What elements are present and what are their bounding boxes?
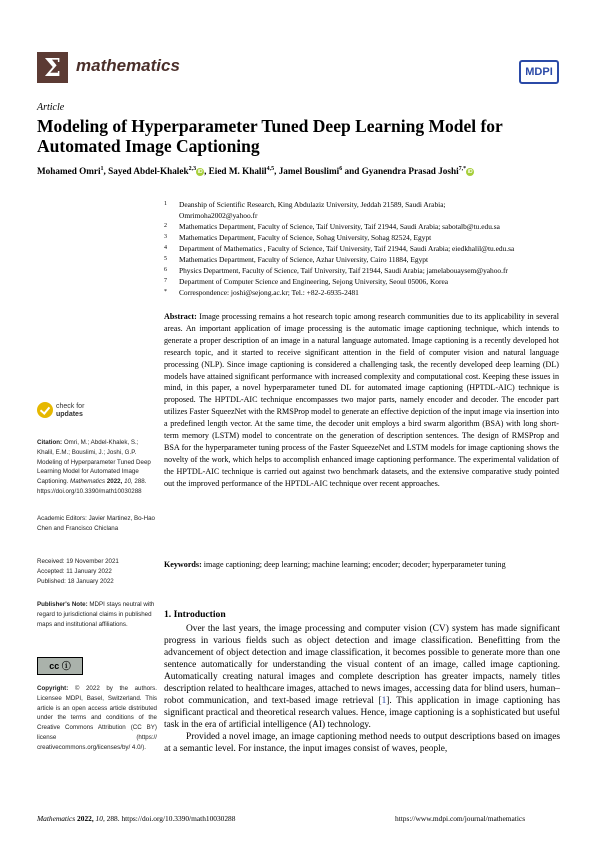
- copyright-text: © 2022 by the authors. Licensee MDPI, Basel, Switzerland. This article is an open access article distributed under the terms and conditions of the Creative Commons Attribution (CC BY) license (https:// creativecommons.org/licenses/by/ 4.0/).: [37, 685, 157, 751]
- orcid-icon[interactable]: iD: [467, 169, 473, 176]
- accepted-date: Accepted: 11 January 2022: [37, 567, 112, 575]
- affiliation-text: Mathematics Department, Faculty of Science, Taif University, Taif 21944, Saudi Arabia; sabotalb@tu.edu.sa: [179, 222, 500, 231]
- citation-doi[interactable]: 288. https://doi.org/10.3390/math10030288: [37, 478, 147, 495]
- keywords: [164, 560, 564, 569]
- affiliation-text: Deanship of Scientific Research, King Abdulaziz University, Jeddah 21589, Saudi Arabia;: [179, 200, 446, 209]
- citation-text: Omri, M.; Abdel-Khalek, S.; Khalil, E.M.; Bouslimi, J.; Joshi, G.P. Modeling of Hyperparameter Tuned Deep Learning Model for Automated Image Captioning.: [37, 439, 151, 486]
- author-list: Mohamed Omri$^1$, Sayed Abdel-Khalek$^{2,3}$iD , Eied M. Khalil$^{4,5}$, Jamel Bouslimi$^6$ and Gyanendra Prasad Joshi$^{7,*}$iD: [37, 166, 473, 177]
- author-affil-sup: 6: [339, 166, 343, 172]
- received-date: Received: 19 November 2021: [37, 558, 119, 565]
- affiliation-num: [164, 210, 179, 221]
- publisher-note-text: MDPI stays neutral with regard to jurisdictional claims in published maps and institutional affiliations.: [37, 601, 155, 628]
- affiliation-row: [164, 287, 564, 298]
- check-updates-line: check for: [56, 403, 85, 410]
- affiliation-num: *: [164, 289, 167, 295]
- citation-year: 2022,: [106, 478, 123, 486]
- dates-block: [37, 557, 157, 586]
- footer-journal-url[interactable]: https://www.mdpi.com/journal/mathematics: [395, 814, 526, 823]
- citation-link[interactable]: 1: [381, 696, 387, 706]
- citation-label: Citation:: [37, 439, 63, 446]
- author: Mohamed Omri: [37, 166, 101, 177]
- author-affil-sup: 4,5: [266, 166, 275, 172]
- affiliation-text: Physics Department, Faculty of Science, Taif University, Taif 21944, Saudi Arabia; jamelabouaysem@yahoo.fr: [179, 266, 508, 275]
- publisher-note: [37, 600, 157, 629]
- affiliation-num: 2: [164, 223, 167, 229]
- affiliation-row: [164, 254, 564, 265]
- keywords-text: image captioning; deep learning; machine learning; encoder; decoder; hyperparameter tuning: [203, 560, 506, 569]
- paragraph-text: ]. This application in image captioning has significant practical and theoretical research values. Hence, image captioning is a sophisticated but useful task in the era of artificial intelligence (AI) technology.: [164, 696, 560, 730]
- copyright-block: [37, 684, 157, 753]
- affiliation-num: 5: [164, 256, 167, 262]
- citation-volume: 10,: [124, 478, 133, 486]
- author-affil-sup: 2,3: [188, 166, 197, 172]
- publisher-note-label: Publisher's Note:: [37, 601, 88, 608]
- author: Eied M. Khalil: [208, 166, 267, 177]
- article-type: Article: [37, 102, 65, 113]
- affiliation-text[interactable]: Omrimoha2002@yahoo.fr: [179, 211, 258, 220]
- affiliation-row: [164, 199, 564, 210]
- affiliation-text: Mathematics Department, Faculty of Science, Azhar University, Cairo 11884, Egypt: [179, 255, 429, 264]
- citation-journal: Mathematics: [70, 478, 106, 486]
- journal-logo-icon: Σ: [37, 52, 68, 83]
- affiliation-row: [164, 265, 564, 276]
- author: Gyanendra Prasad Joshi: [361, 166, 459, 177]
- affiliations: [164, 199, 564, 298]
- abstract-text: Image processing remains a hot research topic among research communities due to its applicability in several areas. An important application of image processing is the automatic image captioning technique, which intends to generate a proper description of an image in a natural language automated. Image captioning is a recently developed hot research topic, and it started to receive significant attention in the field of computer vision and natural language processing (NLP). Since image captioning is considered a challenging task, the recently developed deep learning (DL) models have attained significant performance with increased complexity and computational cost. Keeping these issues in mind, in this paper, a novel hyperparameter tuned DL for automated image captioning (HPTDL-AIC) technique is proposed. The HPTDL-AIC technique encompasses two major parts, namely encoder and decoder. The encoder part utilizes Faster SqueezNet with the RMSProp model to generate an effective depiction of the input image via insertion into a predefined length vector. At the same time, the decoder unit employs a bird swarm algorithm (BSA) with long short-term memory (LSTM) model to concentrate on the generation of description sentences. The design of RMSProp and BSA for the hyperparameter tuning process of the Faster SqueezeNet and LSTM models for image captioning shows the novelty of the work, which helps to accomplish enhanced image captioning performance. The experimental validation of the HPTDL-AIC technique is carried out against two benchmark datasets, and the extensive comparative study pointed out the improved performance of the HPTDL-AIC technique over recent approaches.: [164, 312, 560, 488]
- check-for-updates-button[interactable]: [37, 400, 117, 426]
- footer-volume: 10,: [95, 814, 105, 823]
- footer-doi[interactable]: 288. https://doi.org/10.3390/math10030288: [106, 814, 236, 823]
- abstract: [164, 311, 559, 490]
- author: Sayed Abdel-Khalek: [108, 166, 189, 177]
- affiliation-num: 6: [164, 267, 167, 273]
- affiliation-row: [164, 210, 564, 221]
- author-affil-sup: 1: [100, 166, 104, 172]
- affiliation-num: 1: [164, 201, 167, 207]
- affiliation-num: 3: [164, 234, 167, 240]
- correspondence-text: Correspondence: joshi@sejong.ac.kr; Tel.: +82-2-6935-2481: [179, 288, 359, 297]
- published-date: Published: 18 January 2022: [37, 577, 114, 585]
- citation-block: [37, 438, 157, 497]
- paragraph-text: Over the last years, the image processing and computer vision (CV) system has made significant progress in various fields such as object detection and image classification. Benefitting from the advancement of object detection and image classification, it becomes possible to generate more than one sentence automatically for understanding the visual content of an image, called image captioning. Automatically creating natural images and complete description has greater impacts, namely titles description related to healthcare images, attached to news images, accessing data for blind users, human–robot communication, and text-based image retrieval [: [164, 624, 560, 706]
- body-text: [164, 623, 560, 755]
- journal-name[interactable]: mathematics: [76, 56, 180, 75]
- affiliation-row: [164, 276, 564, 287]
- author: Jamel Bouslimi: [278, 166, 340, 177]
- affiliation-row: [164, 221, 564, 232]
- check-updates-label: [56, 403, 84, 419]
- affiliation-row: [164, 243, 564, 254]
- paragraph: Provided a novel image, an image captioning method needs to output descriptions based on images at a semantic level. For instance, the input images consist of waves, people,: [164, 732, 560, 754]
- orcid-icon[interactable]: iD: [197, 169, 203, 176]
- keywords-label: Keywords:: [164, 560, 202, 569]
- article-title: Modeling of Hyperparameter Tuned Deep Learning Model for Automated Image Captioning: [37, 116, 503, 156]
- abstract-label: Abstract:: [164, 312, 197, 321]
- cc-by-license-icon[interactable]: cc ⓘ: [37, 657, 83, 675]
- check-updates-icon: [37, 402, 53, 418]
- author-affil-sup: 7,*: [458, 166, 467, 172]
- academic-editors: Academic Editors: Javier Martinez, Bo-Hao Chen and Francisco Chiclana: [37, 515, 155, 532]
- affiliation-text: Mathematics Department, Faculty of Science, Sohag University, Sohag 82524, Egypt: [179, 233, 432, 242]
- check-updates-line: updates: [56, 411, 83, 418]
- affiliation-num: 4: [164, 245, 167, 251]
- copyright-label: Copyright:: [37, 685, 69, 692]
- footer-journal: Mathematics: [37, 814, 76, 823]
- affiliation-num: 7: [164, 278, 167, 284]
- affiliation-row: [164, 232, 564, 243]
- section-heading: 1. Introduction: [164, 609, 226, 620]
- footer-citation: [37, 814, 235, 823]
- affiliation-text: Department of Computer Science and Engineering, Sejong University, Seoul 05006, Korea: [179, 277, 449, 286]
- affiliation-text: Department of Mathematics , Faculty of Science, Taif University, Taif 21944, Saudi Arabia; eiedkhalil@tu.edu.sa: [179, 244, 515, 253]
- footer-year: 2022,: [77, 814, 94, 823]
- mdpi-logo[interactable]: MDPI: [519, 60, 559, 84]
- paragraph: [164, 623, 560, 731]
